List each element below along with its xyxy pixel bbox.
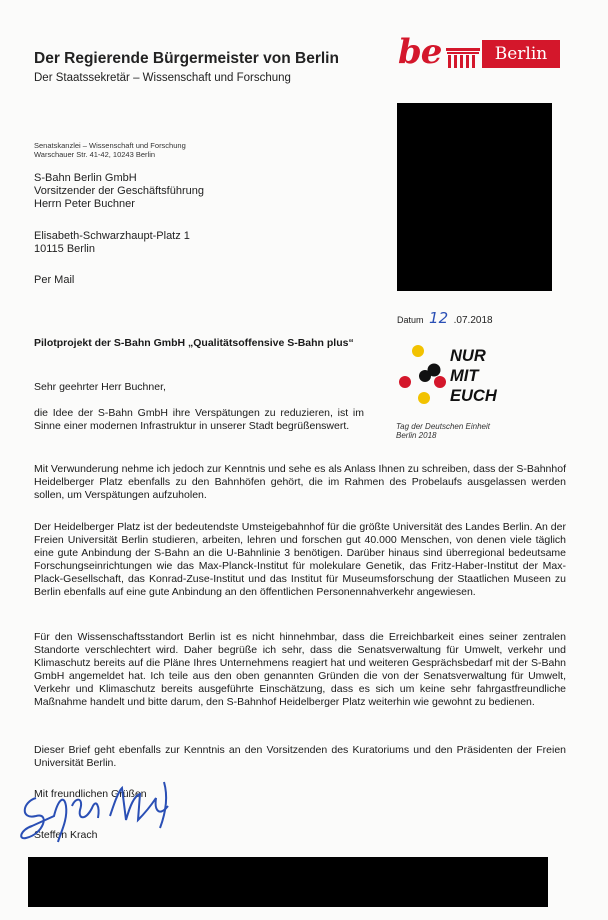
slogan-line-3: EUCH: [450, 387, 497, 405]
letterhead-subtitle: Der Staatssekretär – Wissenschaft und Forschung: [34, 72, 291, 84]
redaction-block-bottom: [28, 857, 548, 907]
campaign-caption: [396, 422, 490, 440]
logo-berlin-box: Berlin: [482, 40, 560, 68]
slogan-line-2: MIT: [450, 367, 479, 385]
campaign-dots-icon: [394, 342, 450, 412]
letter-subject: Pilotprojekt der S-Bahn GmbH „Qualitätsoffensive S-Bahn plus“: [34, 337, 354, 349]
sender-address: [34, 141, 186, 159]
delivery-method: Per Mail: [34, 274, 75, 286]
recipient-block: [34, 172, 204, 211]
berlin-logo: [398, 32, 562, 72]
salutation: Sehr geehrter Herr Buchner,: [34, 381, 166, 393]
date-month-year: .07.2018: [453, 315, 493, 326]
paragraph-1: die Idee der S-Bahn GmbH ihre Verspätungen zu reduzieren, ist im Sinne einer modernen Infrastruktur in unserer Stadt begrüßenswert.: [34, 407, 364, 432]
paragraph-3: Der Heidelberger Platz ist der bedeutendste Umsteigebahnhof für die größte Universität des Landes Berlin. An der Freien Universität Berlin studieren, arbeiten, lehren und forschen gut 40.000 Menschen, von denen viele täglich eine gute Anbindung der S-Bahn an die U-Bahnlinie 3 benötigen. Darüber hinaus sind überregional bedeutsame Forschungseinrichtungen wie das Max-Planck-Institut für molekulare Genetik, das Fritz-Haber-Institut der Max-Plack-Gesellschaft, das Konrad-Zuse-Institut und das Institut für Museumsforschung der Staatlichen Museen zu Berlin ebenfalls auf eine gute Anbindung an den öffentlichen Personennahverkehr angewiesen.: [34, 521, 566, 598]
recipient-name: Herrn Peter Buchner: [34, 198, 135, 210]
paragraph-2: Mit Verwunderung nehme ich jedoch zur Kenntnis und sehe es als Anlass Ihnen zu schreiben, dass der S-Bahnhof Heidelberger Platz ebenfalls zu den Bahnhöfen gehört, die im Rahmen des Probelaufs ausgelassen werden sollen, um Verspätungen aufzuholen.: [34, 463, 566, 501]
recipient-address: [34, 230, 190, 256]
caption-line-1: Tag der Deutschen Einheit: [396, 422, 490, 431]
brandenburg-gate-icon: [446, 48, 480, 68]
date-day-handwritten: 12: [429, 309, 449, 327]
sender-line-2: Warschauer Str. 41-42, 10243 Berlin: [34, 150, 156, 159]
recipient-street: Elisabeth-Schwarzhaupt-Platz 1: [34, 230, 190, 242]
paragraph-5: Dieser Brief geht ebenfalls zur Kenntnis an den Vorsitzenden des Kuratoriums und den Präsidenten der Freien Universität Berlin.: [34, 744, 566, 769]
sender-line-1: Senatskanzlei – Wissenschaft und Forschung: [34, 141, 186, 150]
date-label: Datum: [397, 315, 424, 325]
paragraph-4: Für den Wissenschaftsstandort Berlin ist es nicht hinnehmbar, dass die Erreichbarkeit eines seiner zentralen Standorte verschlechtert wird. Daher begrüße ich sehr, dass die Senatsverwaltung für Umwelt, verkehr und Klimaschutz bereits auf die Pläne Ihres Unternehmens reagiert hat und weiteren Gesprächsbedarf mit der S-Bahn GmbH angemeldet hat. Ich teile aus den oben genannten Gründen die von der Senatsverwaltung für Umwelt, Verkehr und Klimaschutz bereits ausgeführte Einschätzung, dass es sich um keine sehr fahrgastfreundliche Maßnahme handelt und bitte darum, den S-Bahnhof Heidelberger Platz weiterhin wie gewohnt zu bedienen.: [34, 631, 566, 708]
recipient-company: S-Bahn Berlin GmbH: [34, 172, 137, 184]
signatory-name: Steffen Krach: [34, 829, 98, 841]
closing-phrase: Mit freundlichen Grüßen: [34, 788, 147, 800]
recipient-city: 10115 Berlin: [34, 243, 95, 255]
logo-be-text: be: [398, 32, 442, 72]
letter-date: [397, 309, 493, 327]
slogan-line-1: NUR: [450, 347, 486, 365]
letterhead-title: Der Regierende Bürgermeister von Berlin: [34, 50, 339, 67]
recipient-role: Vorsitzender der Geschäftsführung: [34, 185, 204, 197]
redaction-block-top: [397, 103, 552, 291]
handwritten-signature-icon: [14, 776, 184, 846]
campaign-slogan: [450, 346, 497, 406]
campaign-logo: [394, 342, 544, 442]
caption-line-2: Berlin 2018: [396, 431, 437, 440]
